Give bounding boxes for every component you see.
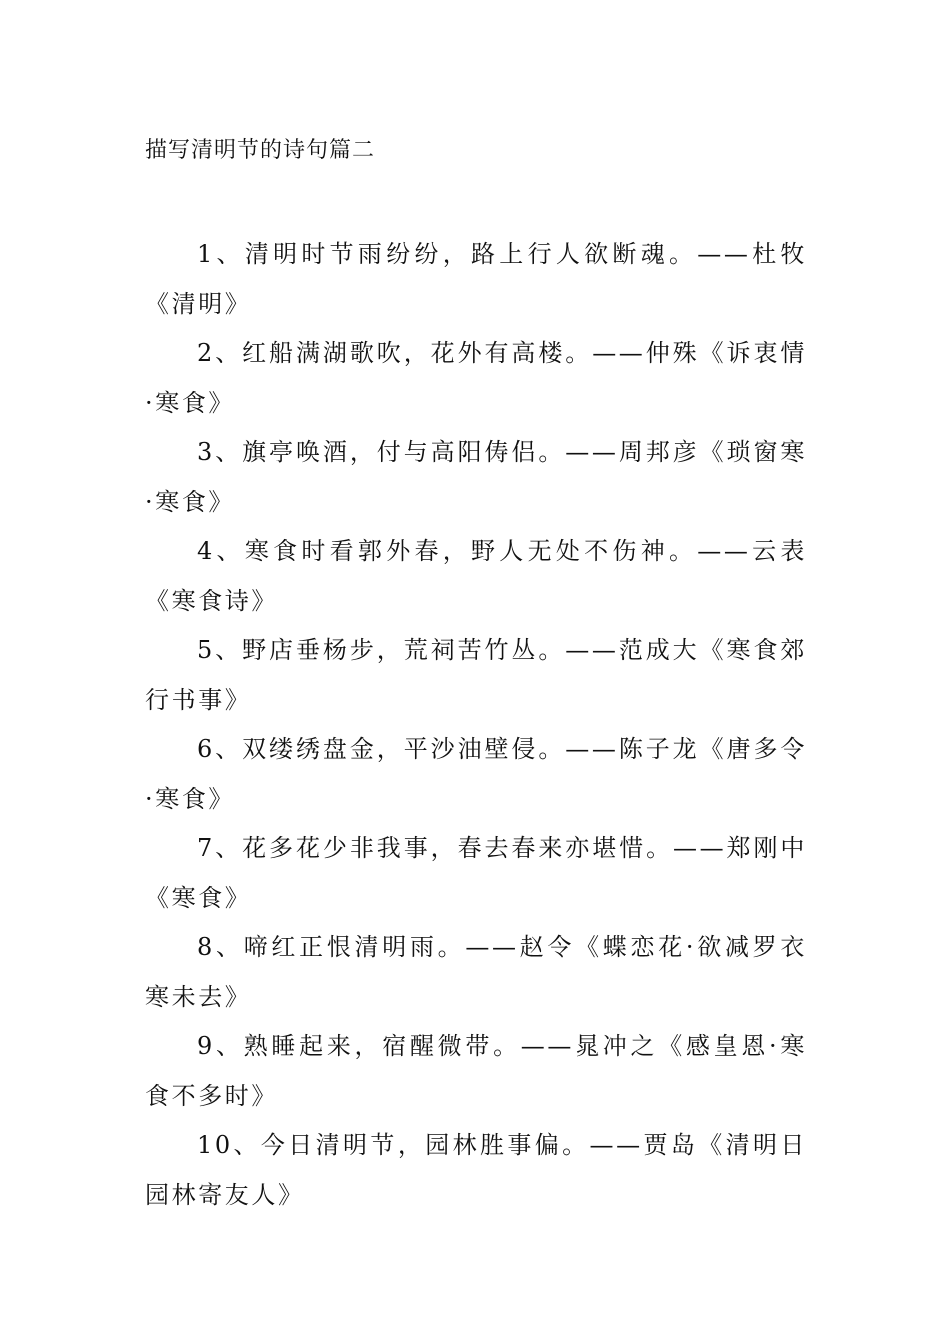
poem-item-2: 2、红船满湖歌吹，花外有高楼。——仲殊《诉衷情·寒食》	[145, 339, 807, 417]
poem-item-3: 3、旗亭唤酒，付与高阳俦侣。——周邦彦《琐窗寒·寒食》	[145, 438, 807, 516]
poem-item-9: 9、熟睡起来，宿醒微带。——晁冲之《感皇恩·寒食不多时》	[145, 1032, 807, 1110]
poem-item-5: 5、野店垂杨步，荒祠苦竹丛。——范成大《寒食郊行书事》	[145, 636, 807, 714]
poem-item-4: 4、寒食时看郭外春，野人无处不伤神。——云表《寒食诗》	[145, 537, 807, 615]
poem-item-10: 10、今日清明节，园林胜事偏。——贾岛《清明日园林寄友人》	[145, 1131, 807, 1209]
document-title: 描写清明节的诗句篇二	[145, 138, 376, 163]
poem-item-6: 6、双缕绣盘金，平沙油壁侵。——陈子龙《唐多令·寒食》	[145, 735, 807, 813]
poem-list	[145, 230, 807, 1220]
poem-item-7: 7、花多花少非我事，春去春来亦堪惜。——郑刚中《寒食》	[145, 834, 807, 912]
poem-item-8: 8、啼红正恨清明雨。——赵令《蝶恋花·欲减罗衣寒未去》	[145, 933, 807, 1011]
poem-item-1: 1、清明时节雨纷纷，路上行人欲断魂。——杜牧《清明》	[145, 240, 807, 318]
